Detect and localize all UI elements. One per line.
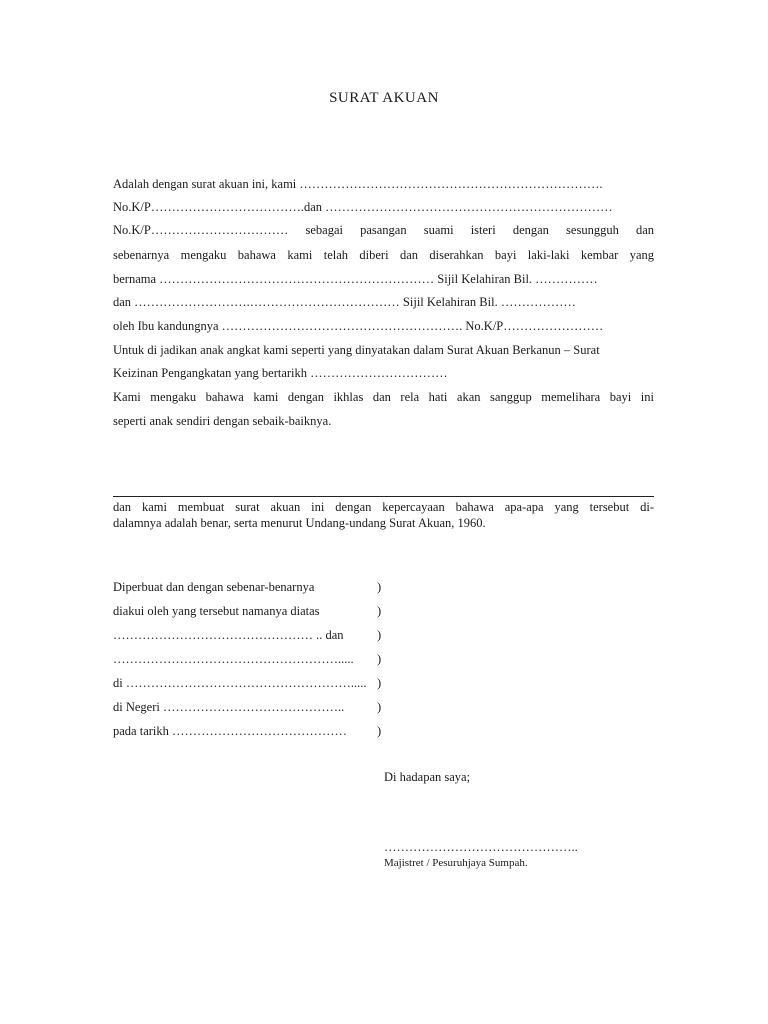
paragraph-line: oleh Ibu kandungnya …………………………………………………. No.K/P…………………… xyxy=(113,319,604,333)
signature-row xyxy=(113,626,383,644)
paragraph-line: dan ……………………….……………………………… Sijil Kelahiran Bil. ……………… xyxy=(113,295,576,309)
paragraph-line: Keizinan Pengangkatan yang bertarikh …………………………… xyxy=(113,366,448,380)
paragraph-line: No.K/P…………………………… sebagai pasangan suami isteri dengan sesungguh dan xyxy=(113,223,654,237)
signature-row xyxy=(113,722,383,740)
signature-row-bracket: ) xyxy=(377,580,382,594)
paragraph-line: No.K/P……………………………….dan …………………………………………………………… xyxy=(113,200,613,214)
signature-row-label: pada tarikh …………………………………… xyxy=(113,724,348,738)
signature-row-bracket: ) xyxy=(377,700,382,714)
signature-row-label: Diperbuat dan dengan sebenar-benarnya xyxy=(113,580,315,594)
paragraph-line: Kami mengaku bahawa kami dengan ikhlas dan rela hati akan sanggup memelihara bayi ini xyxy=(113,390,654,404)
paragraph-line: Untuk di jadikan anak angkat kami seperti yang dinyatakan dalam Surat Akuan Berkanun – Surat xyxy=(113,343,600,357)
signature-row xyxy=(113,602,383,620)
witness-heading: Di hadapan saya; xyxy=(384,770,471,784)
signature-row-bracket: ) xyxy=(377,676,382,690)
signature-row xyxy=(113,674,383,692)
paragraph-line: sebenarnya mengaku bahawa kami telah diberi dan diserahkan bayi laki-laki kembar yang xyxy=(113,248,654,262)
declaration-line: dan kami membuat surat akuan ini dengan kepercayaan bahawa apa-apa yang tersebut di- xyxy=(113,500,654,514)
signature-row-bracket: ) xyxy=(377,604,382,618)
signature-row-bracket: ) xyxy=(377,724,382,738)
signature-row-label: di Negeri …………………………………….. xyxy=(113,700,345,714)
separator-line xyxy=(113,496,654,497)
declaration-text xyxy=(113,499,654,539)
signature-row xyxy=(113,698,383,716)
signature-row-label: ………………………………………………..... xyxy=(113,652,354,666)
signature-row-label: di ………………………………………………..... xyxy=(113,676,367,690)
declaration-line: dalamnya adalah benar, serta menurut Undang-undang Surat Akuan, 1960. xyxy=(113,516,486,530)
witness-officer-title: Majistret / Pesuruhjaya Sumpah. xyxy=(384,857,528,869)
signature-row-label: ………………………………………… .. dan xyxy=(113,628,344,642)
paragraph-line: seperti anak sendiri dengan sebaik-baiknya. xyxy=(113,414,332,428)
signature-row xyxy=(113,650,383,668)
statement-paragraph xyxy=(113,175,654,435)
paragraph-line: Adalah dengan surat akuan ini, kami ………………………………………………………………. xyxy=(113,177,603,191)
document-title: SURAT AKUAN xyxy=(329,90,439,106)
signature-row-bracket: ) xyxy=(377,628,382,642)
witness-signature-line: ……………………………………….. xyxy=(384,840,578,854)
paragraph-line: bernama ………………………………………………………… Sijil Kelahiran Bil. …………… xyxy=(113,272,598,286)
signature-row-bracket: ) xyxy=(377,652,382,666)
signature-row-label: diakui oleh yang tersebut namanya diatas xyxy=(113,604,320,618)
signature-row xyxy=(113,578,383,596)
